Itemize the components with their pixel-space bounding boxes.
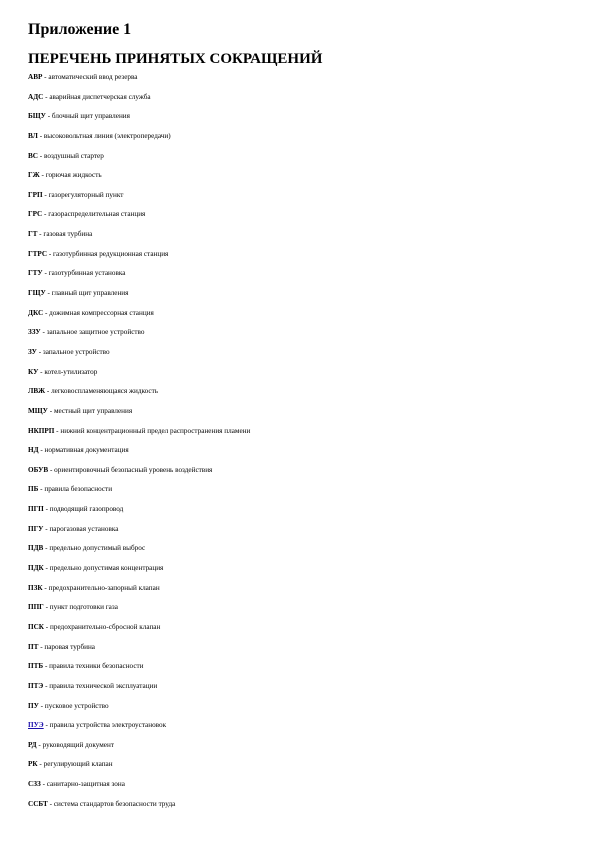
- list-item: [28, 289, 568, 309]
- abbreviation-term: СЗЗ: [28, 780, 41, 789]
- abbreviation-separator: -: [38, 642, 45, 651]
- abbreviation-definition: горючая жидкость: [45, 171, 102, 180]
- abbreviation-definition: нормативная документация: [44, 446, 129, 455]
- list-item: [28, 682, 568, 702]
- abbreviation-separator: -: [42, 73, 49, 81]
- document-page: [28, 20, 568, 819]
- list-item: [28, 446, 568, 466]
- list-item: [28, 250, 568, 270]
- list-item: [28, 741, 568, 761]
- list-item: [28, 584, 568, 604]
- list-item: [28, 191, 568, 211]
- abbreviation-term: ГРС: [28, 210, 43, 219]
- list-item: [28, 702, 568, 722]
- abbreviation-definition: блочный щит управления: [51, 112, 130, 121]
- list-item: [28, 525, 568, 545]
- abbreviation-separator: -: [36, 740, 43, 749]
- list-item: [28, 662, 568, 682]
- abbreviation-term: РК: [28, 760, 38, 769]
- abbreviation-term: ПТБ: [28, 662, 44, 671]
- abbreviation-separator: -: [39, 171, 46, 180]
- abbreviation-term: МЩУ: [28, 406, 48, 415]
- list-item: [28, 721, 568, 741]
- abbreviation-separator: -: [38, 367, 45, 376]
- abbreviation-definition: высоковольтная линия (электропередачи): [43, 131, 171, 140]
- abbreviation-separator: -: [47, 406, 54, 415]
- abbreviation-separator: -: [43, 603, 50, 612]
- abbreviation-separator: -: [45, 112, 52, 121]
- abbreviation-definition: санитарно-защитная зона: [46, 780, 125, 789]
- abbreviation-term: ГТРС: [28, 249, 48, 258]
- abbreviation-definition: местный щит управления: [53, 406, 133, 415]
- list-item: [28, 230, 568, 250]
- abbreviation-term: ПУ: [28, 701, 39, 710]
- abbreviation-definition: парогазовая установка: [49, 524, 119, 533]
- abbreviation-term: ППГ: [28, 603, 44, 612]
- abbreviation-term: ГРП: [28, 190, 43, 199]
- abbreviation-term: ССБТ: [28, 799, 48, 808]
- abbreviation-term: АДС: [28, 92, 44, 101]
- abbreviation-separator: -: [37, 230, 44, 239]
- abbreviation-definition: пусковое устройство: [44, 701, 109, 710]
- abbreviation-link[interactable]: ПУЭ: [28, 721, 44, 730]
- list-item: [28, 760, 568, 780]
- list-item: [28, 466, 568, 486]
- abbreviation-definition: запальное устройство: [42, 347, 110, 356]
- list-item: [28, 564, 568, 584]
- abbreviation-separator: -: [43, 721, 50, 730]
- abbreviations-list: [28, 73, 568, 819]
- abbreviation-definition: предохранительно-сбросной клапан: [50, 622, 161, 631]
- abbreviation-separator: -: [42, 210, 49, 219]
- abbreviation-definition: газотурбинная редукционная станция: [53, 249, 169, 258]
- abbreviation-definition: правила техники безопасности: [49, 662, 144, 671]
- abbreviation-term: ПТ: [28, 642, 39, 651]
- abbreviation-definition: предельно допустимая концентрация: [49, 564, 164, 573]
- abbreviation-term: ГЩУ: [28, 289, 46, 298]
- abbreviation-separator: -: [45, 289, 52, 298]
- abbreviation-definition: регулирующий клапан: [43, 760, 113, 769]
- abbreviation-term: ПЗК: [28, 583, 43, 592]
- abbreviation-term: ПБ: [28, 485, 39, 494]
- abbreviation-definition: предельно допустимый выброс: [49, 544, 146, 553]
- abbreviation-separator: -: [37, 131, 44, 140]
- abbreviation-separator: -: [40, 780, 47, 789]
- abbreviation-definition: руководящий документ: [42, 740, 114, 749]
- abbreviation-separator: -: [42, 269, 49, 278]
- abbreviation-separator: -: [37, 760, 44, 769]
- list-item: [28, 93, 568, 113]
- abbreviation-term: ЗЗУ: [28, 328, 41, 337]
- abbreviation-separator: -: [44, 622, 50, 631]
- list-item: [28, 800, 568, 820]
- abbreviation-separator: -: [43, 544, 50, 553]
- abbreviation-definition: дожимная компрессорная станция: [49, 308, 154, 317]
- abbreviation-term: ПСК: [28, 622, 44, 631]
- abbreviation-definition: паровая турбина: [44, 642, 95, 651]
- abbreviation-separator: -: [40, 328, 47, 337]
- abbreviation-separator: -: [43, 505, 50, 514]
- abbreviation-definition: система стандартов безопасности труда: [53, 799, 176, 808]
- abbreviation-definition: запальное защитное устройство: [46, 328, 145, 337]
- list-item: [28, 132, 568, 152]
- abbreviation-definition: ориентировочный безопасный уровень воздействия: [54, 465, 213, 474]
- abbreviation-separator: -: [45, 387, 52, 396]
- abbreviation-definition: правила технической эксплуатации: [49, 681, 158, 690]
- abbreviation-term: ЗУ: [28, 347, 37, 356]
- abbreviation-separator: -: [43, 662, 50, 671]
- abbreviation-term: ПГУ: [28, 524, 44, 533]
- list-item: [28, 269, 568, 289]
- abbreviation-separator: -: [42, 583, 49, 592]
- abbreviation-definition: газотурбинная установка: [48, 269, 126, 278]
- abbreviation-term: ОБУВ: [28, 465, 49, 474]
- list-item: [28, 387, 568, 407]
- abbreviation-term: ПДВ: [28, 544, 44, 553]
- abbreviation-definition: правила устройства электроустановок: [49, 721, 167, 730]
- abbreviation-separator: -: [43, 564, 50, 573]
- abbreviation-definition: газорегуляторный пункт: [48, 190, 124, 199]
- abbreviation-definition: нижний концентрационный предел распространения пламени: [60, 426, 251, 435]
- abbreviation-separator: -: [43, 681, 50, 690]
- abbreviation-term: ПГП: [28, 505, 44, 514]
- abbreviation-definition: подводящий газопровод: [49, 505, 124, 514]
- abbreviation-definition: легковоспламеняющаяся жидкость: [51, 387, 159, 396]
- abbreviation-term: НД: [28, 446, 39, 455]
- abbreviation-separator: -: [47, 249, 54, 258]
- abbreviation-definition: газовая турбина: [43, 230, 93, 239]
- abbreviation-definition: предохранительно-запорный клапан: [48, 583, 160, 592]
- list-item: [28, 780, 568, 800]
- abbreviation-separator: -: [43, 92, 50, 101]
- abbreviation-term: ДКС: [28, 308, 44, 317]
- abbreviation-separator: -: [43, 308, 50, 317]
- abbreviation-separator: -: [36, 347, 43, 356]
- abbreviation-separator: -: [38, 151, 44, 160]
- abbreviation-definition: главный щит управления: [51, 289, 129, 298]
- list-item: [28, 643, 568, 663]
- abbreviation-separator: -: [47, 799, 54, 808]
- list-item: [28, 407, 568, 427]
- list-item: [28, 427, 568, 447]
- abbreviation-term: ГЖ: [28, 171, 40, 180]
- abbreviation-separator: -: [43, 524, 50, 533]
- appendix-title: Приложение 1: [28, 21, 132, 38]
- abbreviation-term: РД: [28, 740, 37, 749]
- abbreviation-term: ПТЭ: [28, 681, 44, 690]
- list-item: [28, 485, 568, 505]
- abbreviation-term: АВР: [28, 73, 43, 81]
- list-item: [28, 112, 568, 132]
- list-item: [28, 152, 568, 172]
- abbreviation-definition: автоматический ввод резерва: [48, 73, 138, 81]
- abbreviation-definition: котел-утилизатор: [44, 367, 98, 376]
- list-item: [28, 623, 568, 643]
- list-item: [28, 171, 568, 191]
- list-item: [28, 544, 568, 564]
- abbreviation-definition: газораспределительная станция: [48, 210, 146, 219]
- abbreviation-separator: -: [38, 446, 45, 455]
- abbreviations-list-title: ПЕРЕЧЕНЬ ПРИНЯТЫХ СОКРАЩЕНИЙ: [28, 51, 323, 67]
- list-item: [28, 603, 568, 623]
- abbreviation-term: ГТ: [28, 230, 38, 239]
- abbreviation-term: ВЛ: [28, 131, 38, 140]
- abbreviation-separator: -: [38, 485, 45, 494]
- abbreviation-separator: -: [54, 426, 61, 435]
- abbreviation-term: ЛВЖ: [28, 387, 46, 396]
- abbreviation-definition: воздушный стартер: [44, 151, 104, 160]
- abbreviation-term: НКПРП: [28, 426, 55, 435]
- abbreviation-term: ПДК: [28, 564, 44, 573]
- list-item: [28, 328, 568, 348]
- abbreviation-term: БЩУ: [28, 112, 46, 121]
- list-item: [28, 505, 568, 525]
- abbreviation-separator: -: [42, 190, 49, 199]
- abbreviation-separator: -: [48, 465, 55, 474]
- list-item: [28, 368, 568, 388]
- list-item: [28, 210, 568, 230]
- list-item: [28, 73, 568, 93]
- abbreviation-definition: аварийная диспетчерская служба: [49, 92, 151, 101]
- abbreviation-separator: -: [38, 701, 45, 710]
- abbreviation-term: ГТУ: [28, 269, 43, 278]
- list-item: [28, 309, 568, 329]
- list-item: [28, 348, 568, 368]
- abbreviation-term: ВС: [28, 151, 38, 160]
- abbreviation-definition: правила безопасности: [44, 485, 113, 494]
- abbreviation-term: КУ: [28, 367, 39, 376]
- abbreviation-definition: пункт подготовки газа: [49, 603, 118, 612]
